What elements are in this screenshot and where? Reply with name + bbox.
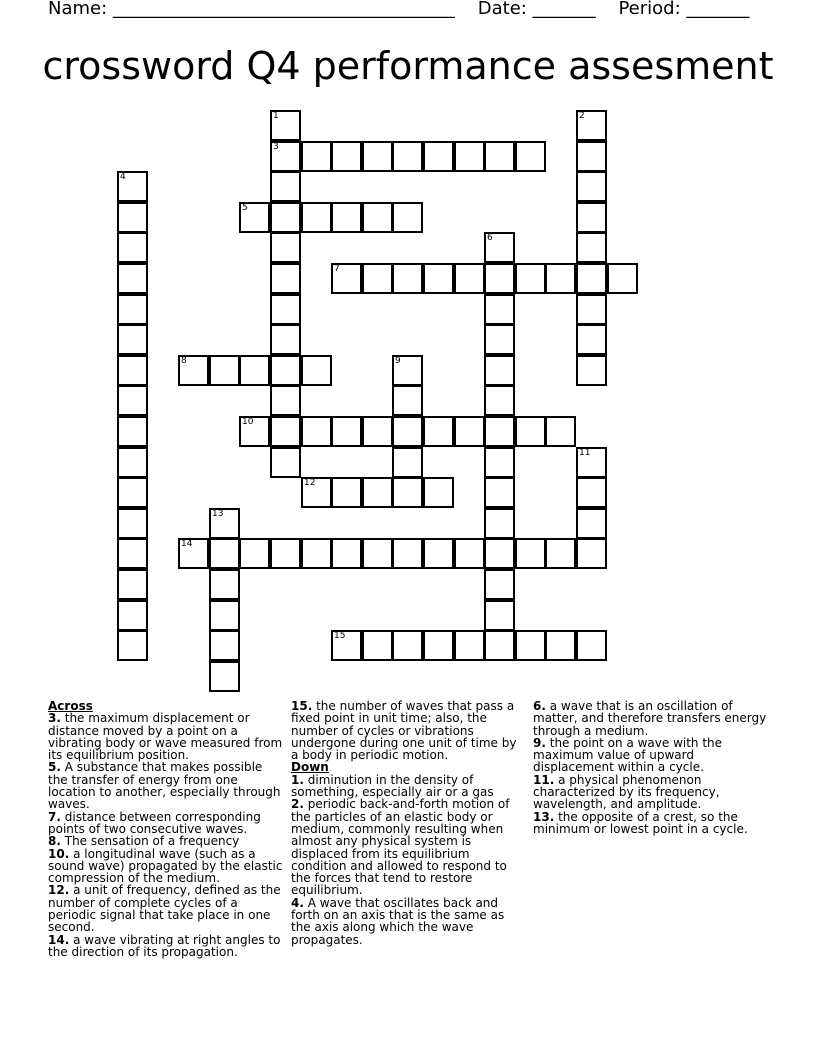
- crossword-cell[interactable]: [362, 202, 393, 233]
- clue-number: 11: [579, 448, 591, 458]
- clue-column-3: [533, 700, 769, 835]
- clue-number: 14: [181, 539, 193, 549]
- crossword-cell[interactable]: [270, 171, 301, 202]
- crossword-cell[interactable]: [301, 477, 332, 508]
- crossword-cell[interactable]: [484, 294, 515, 325]
- clue-number: 5: [242, 203, 248, 213]
- crossword-cell[interactable]: [576, 263, 607, 294]
- crossword-cell[interactable]: [331, 416, 362, 447]
- crossword-cell[interactable]: [270, 110, 301, 141]
- crossword-cell[interactable]: [576, 355, 607, 386]
- crossword-cell[interactable]: [576, 538, 607, 569]
- clue-across-3: 3. the maximum displacement or distance moved by a point on a vibrating body or wave measured from its equilibrium position.: [48, 711, 283, 763]
- crossword-cell[interactable]: [270, 447, 301, 478]
- crossword-cell[interactable]: [117, 477, 148, 508]
- crossword-cell[interactable]: [484, 232, 515, 263]
- crossword-cell[interactable]: [117, 294, 148, 325]
- crossword-cell[interactable]: [331, 263, 362, 294]
- crossword-cell[interactable]: [331, 141, 362, 172]
- clue-number: 2: [579, 111, 585, 121]
- crossword-cell[interactable]: [117, 600, 148, 631]
- crossword-cell[interactable]: [117, 324, 148, 355]
- crossword-cell[interactable]: [515, 263, 546, 294]
- crossword-cell[interactable]: [484, 569, 515, 600]
- crossword-cell[interactable]: [484, 447, 515, 478]
- clue-down-1: 1. diminution in the density of something, especially air or a gas: [291, 772, 494, 800]
- name-date-period-line: Name: ______________________________________ Date: _______ Period: _______: [48, 0, 750, 19]
- crossword-cell[interactable]: [117, 232, 148, 263]
- crossword-cell[interactable]: [576, 324, 607, 355]
- crossword-cell[interactable]: [423, 416, 454, 447]
- crossword-cell[interactable]: [270, 416, 301, 447]
- crossword-cell[interactable]: [484, 141, 515, 172]
- crossword-cell[interactable]: [270, 294, 301, 325]
- crossword-cell[interactable]: [545, 263, 576, 294]
- crossword-cell[interactable]: [423, 263, 454, 294]
- crossword-cell[interactable]: [454, 538, 485, 569]
- clue-number: 3: [273, 142, 279, 152]
- crossword-cell[interactable]: [301, 355, 332, 386]
- clue-number: 7: [334, 264, 340, 274]
- crossword-cell[interactable]: [331, 477, 362, 508]
- crossword-cell[interactable]: [362, 416, 393, 447]
- crossword-cell[interactable]: [117, 171, 148, 202]
- crossword-cell[interactable]: [392, 477, 423, 508]
- clue-number: 6: [487, 233, 493, 243]
- crossword-cell[interactable]: [576, 171, 607, 202]
- crossword-cell[interactable]: [209, 630, 240, 661]
- crossword-cell[interactable]: [545, 630, 576, 661]
- clue-across-7: 7. distance between corresponding points of two consecutive waves.: [48, 809, 261, 836]
- crossword-cell[interactable]: [239, 538, 270, 569]
- crossword-cell[interactable]: [392, 447, 423, 478]
- crossword-cell[interactable]: [423, 477, 454, 508]
- crossword-cell[interactable]: [392, 141, 423, 172]
- crossword-cell[interactable]: [484, 416, 515, 447]
- crossword-cell[interactable]: [484, 263, 515, 294]
- crossword-cell[interactable]: [117, 385, 148, 416]
- crossword-cell[interactable]: [484, 477, 515, 508]
- crossword-cell[interactable]: [576, 294, 607, 325]
- crossword-cell[interactable]: [576, 202, 607, 233]
- clue-down-11: 11. a physical phenomenon characterized by its frequency, wavelength, and amplitude.: [533, 772, 720, 812]
- clue-down-9: 9. the point on a wave with the maximum value of upward displacement within a cycle.: [533, 735, 723, 775]
- page-title: crossword Q4 performance assesment: [42, 44, 774, 88]
- crossword-cell[interactable]: [392, 538, 423, 569]
- crossword-cell[interactable]: [331, 538, 362, 569]
- clue-number: 13: [212, 509, 224, 519]
- clue-down-4: 4. A wave that oscillates back and forth on an axis that is the same as the axis along which the wave propagates.: [291, 895, 505, 947]
- crossword-cell[interactable]: [392, 630, 423, 661]
- clue-number: 8: [181, 356, 187, 366]
- crossword-cell[interactable]: [331, 630, 362, 661]
- crossword-cell[interactable]: [576, 141, 607, 172]
- crossword-cell[interactable]: [270, 263, 301, 294]
- crossword-cell[interactable]: [117, 447, 148, 478]
- crossword-cell[interactable]: [178, 538, 209, 569]
- crossword-cell[interactable]: [454, 416, 485, 447]
- crossword-cell[interactable]: [484, 355, 515, 386]
- crossword-cell[interactable]: [117, 569, 148, 600]
- crossword-cell[interactable]: [270, 232, 301, 263]
- crossword-cell[interactable]: [301, 416, 332, 447]
- across-heading: Across: [48, 699, 93, 713]
- crossword-cell[interactable]: [484, 600, 515, 631]
- crossword-cell[interactable]: [117, 508, 148, 539]
- crossword-cell[interactable]: [423, 630, 454, 661]
- crossword-cell[interactable]: [209, 508, 240, 539]
- clue-number: 9: [395, 356, 401, 366]
- clue-number: 1: [273, 111, 279, 121]
- crossword-cell[interactable]: [331, 202, 362, 233]
- crossword-cell[interactable]: [362, 538, 393, 569]
- crossword-cell[interactable]: [576, 508, 607, 539]
- crossword-cell[interactable]: [117, 416, 148, 447]
- clue-across-10: 10. a longitudinal wave (such as a sound wave) propagated by the elastic compression of the medium.: [48, 846, 283, 886]
- crossword-cell[interactable]: [270, 324, 301, 355]
- clue-down-2: 2. periodic back-and-forth motion of the particles of an elastic body or medium, commonly resulting when almost any physical system is displaced from its equilibrium condition and allowed to respond to the forces that tend to restore equilibrium.: [291, 797, 510, 898]
- clue-number: 10: [242, 417, 254, 427]
- clue-column-2: [291, 700, 519, 946]
- crossword-cell[interactable]: [301, 202, 332, 233]
- crossword-cell[interactable]: [576, 110, 607, 141]
- crossword-cell[interactable]: [117, 630, 148, 661]
- crossword-cell[interactable]: [239, 355, 270, 386]
- crossword-cell[interactable]: [484, 324, 515, 355]
- crossword-cell[interactable]: [484, 630, 515, 661]
- crossword-cell[interactable]: [392, 385, 423, 416]
- crossword-cell[interactable]: [392, 202, 423, 233]
- clue-down-6: 6. a wave that is an oscillation of matter, and therefore transfers energy through a medium.: [533, 699, 767, 738]
- crossword-cell[interactable]: [576, 477, 607, 508]
- crossword-cell[interactable]: [117, 355, 148, 386]
- crossword-cell[interactable]: [117, 263, 148, 294]
- crossword-cell[interactable]: [362, 477, 393, 508]
- crossword-cell[interactable]: [209, 569, 240, 600]
- crossword-cell[interactable]: [545, 538, 576, 569]
- crossword-cell[interactable]: [301, 538, 332, 569]
- crossword-cell[interactable]: [515, 416, 546, 447]
- crossword-cell[interactable]: [545, 416, 576, 447]
- crossword-cell[interactable]: [209, 661, 240, 692]
- crossword-cell[interactable]: [362, 630, 393, 661]
- crossword-cell[interactable]: [362, 141, 393, 172]
- crossword-cell[interactable]: [484, 508, 515, 539]
- clue-across-15: 15. the number of waves that pass a fixed point in unit time; also, the number of cycles or vibrations undergone during one unit of time by a body in periodic motion.: [291, 699, 517, 763]
- crossword-cell[interactable]: [515, 538, 546, 569]
- crossword-cell[interactable]: [484, 538, 515, 569]
- crossword-cell[interactable]: [270, 355, 301, 386]
- crossword-cell[interactable]: [392, 416, 423, 447]
- crossword-cell[interactable]: [301, 141, 332, 172]
- clue-number: 4: [120, 172, 126, 182]
- crossword-cell[interactable]: [392, 355, 423, 386]
- crossword-cell[interactable]: [454, 141, 485, 172]
- crossword-cell[interactable]: [117, 538, 148, 569]
- crossword-cell[interactable]: [515, 141, 546, 172]
- crossword-cell[interactable]: [209, 538, 240, 569]
- clue-number: 15: [334, 631, 346, 641]
- crossword-cell[interactable]: [515, 630, 546, 661]
- crossword-cell[interactable]: [209, 355, 240, 386]
- crossword-cell[interactable]: [209, 600, 240, 631]
- clue-across-14: 14. a wave vibrating at right angles to the direction of its propagation.: [48, 932, 281, 959]
- clue-across-12: 12. a unit of frequency, defined as the number of complete cycles of a periodic signal that take place in one second.: [48, 883, 281, 935]
- crossword-cell[interactable]: [484, 385, 515, 416]
- crossword-cell[interactable]: [392, 263, 423, 294]
- crossword-cell[interactable]: [423, 141, 454, 172]
- crossword-cell[interactable]: [270, 202, 301, 233]
- crossword-cell[interactable]: [576, 232, 607, 263]
- clue-across-5: 5. A substance that makes possible the transfer of energy from one location to another, especially through waves.: [48, 760, 281, 812]
- crossword-cell[interactable]: [178, 355, 209, 386]
- crossword-cell[interactable]: [607, 263, 638, 294]
- clue-across-8: 8. The sensation of a frequency: [48, 834, 240, 849]
- crossword-cell[interactable]: [270, 385, 301, 416]
- down-heading: Down: [291, 760, 329, 775]
- crossword-cell[interactable]: [454, 630, 485, 661]
- clue-down-13: 13. the opposite of a crest, so the minimum or lowest point in a cycle.: [533, 809, 748, 836]
- crossword-cell[interactable]: [270, 538, 301, 569]
- crossword-cell[interactable]: [454, 263, 485, 294]
- crossword-cell[interactable]: [576, 630, 607, 661]
- crossword-cell[interactable]: [362, 263, 393, 294]
- clue-column-1: [48, 700, 284, 958]
- crossword-cell[interactable]: [239, 202, 270, 233]
- crossword-cell[interactable]: [117, 202, 148, 233]
- clue-number: 12: [304, 478, 316, 488]
- crossword-cell[interactable]: [270, 141, 301, 172]
- crossword-cell[interactable]: [576, 447, 607, 478]
- crossword-cell[interactable]: [239, 416, 270, 447]
- crossword-cell[interactable]: [423, 538, 454, 569]
